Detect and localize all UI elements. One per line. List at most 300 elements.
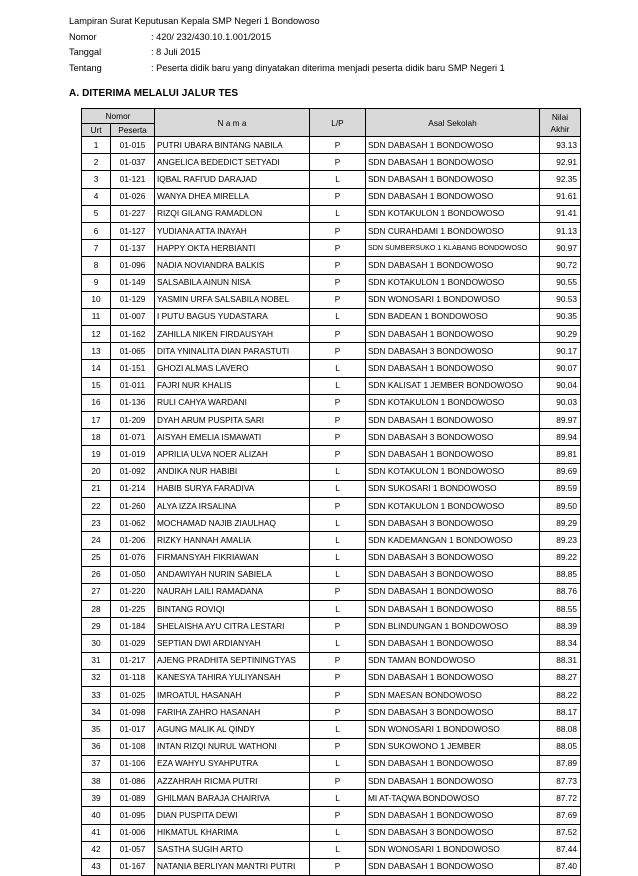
table-row <box>82 291 581 308</box>
cell-nilai: 88.22 <box>540 687 581 704</box>
cell-urt: 8 <box>82 257 111 274</box>
cell-nama: BINTANG ROVIQI <box>155 601 310 618</box>
cell-asal-sekolah: SDN KADEMANGAN 1 BONDOWOSO <box>366 532 540 549</box>
cell-asal-sekolah: SDN DABASAH 1 BONDOWOSO <box>366 137 540 154</box>
cell-peserta: 01-149 <box>111 274 155 291</box>
cell-nama: FIRMANSYAH FIKRIAWAN <box>155 549 310 566</box>
cell-nama: SALSABILA AINUN NISA <box>155 274 310 291</box>
cell-nama: HIKMATUL KHARIMA <box>155 824 310 841</box>
cell-nama: IQBAL RAFI'UD DARAJAD <box>155 171 310 188</box>
cell-peserta: 01-037 <box>111 154 155 171</box>
cell-urt: 29 <box>82 618 111 635</box>
header-row-tanggal <box>69 45 505 61</box>
cell-urt: 19 <box>82 446 111 463</box>
cell-urt: 21 <box>82 480 111 497</box>
cell-urt: 2 <box>82 154 111 171</box>
cell-nama: APRILIA ULVA NOER ALIZAH <box>155 446 310 463</box>
cell-asal-sekolah: SDN SUKOSARI 1 BONDOWOSO <box>366 480 540 497</box>
cell-lp: L <box>310 841 366 858</box>
cell-asal-sekolah: SDN DABASAH 1 BONDOWOSO <box>366 188 540 205</box>
cell-nama: GHOZI ALMAS LAVERO <box>155 360 310 377</box>
table-row <box>82 463 581 480</box>
cell-peserta: 01-096 <box>111 257 155 274</box>
table-row <box>82 721 581 738</box>
table-row <box>82 772 581 789</box>
cell-lp: P <box>310 429 366 446</box>
cell-lp: L <box>310 532 366 549</box>
table-body <box>82 137 581 876</box>
cell-nilai: 89.59 <box>540 480 581 497</box>
cell-nama: AGUNG MALIK AL QINDY <box>155 721 310 738</box>
cell-lp: P <box>310 188 366 205</box>
cell-asal-sekolah: SDN WONOSARI 1 BONDOWOSO <box>366 841 540 858</box>
table-row <box>82 188 581 205</box>
table-row <box>82 171 581 188</box>
document-header <box>69 14 505 76</box>
cell-urt: 31 <box>82 652 111 669</box>
table-row <box>82 222 581 239</box>
cell-nilai: 88.76 <box>540 583 581 600</box>
table-row <box>82 497 581 514</box>
cell-urt: 20 <box>82 463 111 480</box>
cell-peserta: 01-006 <box>111 824 155 841</box>
cell-nilai: 90.35 <box>540 308 581 325</box>
cell-lp: L <box>310 566 366 583</box>
table-row <box>82 755 581 772</box>
cell-asal-sekolah: SDN DABASAH 3 BONDOWOSO <box>366 704 540 721</box>
cell-urt: 6 <box>82 222 111 239</box>
cell-peserta: 01-206 <box>111 532 155 549</box>
cell-nilai: 87.44 <box>540 841 581 858</box>
cell-nama: YASMIN URFA SALSABILA NOBEL <box>155 291 310 308</box>
cell-lp: L <box>310 171 366 188</box>
cell-urt: 38 <box>82 772 111 789</box>
table-row <box>82 583 581 600</box>
cell-nilai: 88.31 <box>540 652 581 669</box>
cell-urt: 16 <box>82 394 111 411</box>
cell-nama: IMROATUL HASANAH <box>155 687 310 704</box>
cell-asal-sekolah: SDN KOTAKULON 1 BONDOWOSO <box>366 274 540 291</box>
cell-peserta: 01-092 <box>111 463 155 480</box>
cell-asal-sekolah: SDN DABASAH 1 BONDOWOSO <box>366 171 540 188</box>
cell-urt: 15 <box>82 377 111 394</box>
admission-table <box>81 108 581 876</box>
cell-urt: 13 <box>82 343 111 360</box>
header-lp: L/P <box>310 109 366 137</box>
cell-peserta: 01-214 <box>111 480 155 497</box>
table-row <box>82 377 581 394</box>
cell-peserta: 01-065 <box>111 343 155 360</box>
cell-nilai: 89.94 <box>540 429 581 446</box>
cell-lp: P <box>310 497 366 514</box>
table-row <box>82 360 581 377</box>
cell-peserta: 01-095 <box>111 807 155 824</box>
cell-peserta: 01-029 <box>111 635 155 652</box>
cell-peserta: 01-057 <box>111 841 155 858</box>
cell-nilai: 87.52 <box>540 824 581 841</box>
table-row <box>82 618 581 635</box>
cell-nama: EZA WAHYU SYAHPUTRA <box>155 755 310 772</box>
cell-urt: 43 <box>82 858 111 875</box>
cell-lp: L <box>310 360 366 377</box>
cell-urt: 3 <box>82 171 111 188</box>
cell-lp: P <box>310 738 366 755</box>
cell-nama: NADIA NOVIANDRA BALKIS <box>155 257 310 274</box>
cell-peserta: 01-227 <box>111 205 155 222</box>
cell-nama: GHILMAN BARAJA CHAIRIVA <box>155 790 310 807</box>
cell-peserta: 01-086 <box>111 772 155 789</box>
table-row <box>82 790 581 807</box>
cell-asal-sekolah: SDN DABASAH 1 BONDOWOSO <box>366 755 540 772</box>
cell-nilai: 87.89 <box>540 755 581 772</box>
cell-lp: P <box>310 394 366 411</box>
cell-asal-sekolah: SDN DABASAH 1 BONDOWOSO <box>366 601 540 618</box>
cell-asal-sekolah: SDN DABASAH 1 BONDOWOSO <box>366 807 540 824</box>
cell-nilai: 88.05 <box>540 738 581 755</box>
cell-asal-sekolah: SDN DABASAH 1 BONDOWOSO <box>366 257 540 274</box>
table-row <box>82 807 581 824</box>
cell-asal-sekolah: SDN MAESAN BONDOWOSO <box>366 687 540 704</box>
cell-nilai: 88.08 <box>540 721 581 738</box>
cell-asal-sekolah: SDN BADEAN 1 BONDOWOSO <box>366 308 540 325</box>
cell-peserta: 01-162 <box>111 326 155 343</box>
cell-urt: 30 <box>82 635 111 652</box>
cell-lp: P <box>310 446 366 463</box>
cell-peserta: 01-137 <box>111 240 155 257</box>
cell-peserta: 01-098 <box>111 704 155 721</box>
cell-asal-sekolah: SDN KALISAT 1 JEMBER BONDOWOSO <box>366 377 540 394</box>
cell-urt: 14 <box>82 360 111 377</box>
cell-urt: 22 <box>82 497 111 514</box>
header-nilai-line2: Akhir <box>550 123 570 134</box>
header-peserta: Peserta <box>111 124 155 137</box>
cell-asal-sekolah: SDN BLINDUNGAN 1 BONDOWOSO <box>366 618 540 635</box>
table-row <box>82 635 581 652</box>
cell-nilai: 91.61 <box>540 188 581 205</box>
header-value: : Peserta didik baru yang dinyatakan diterima menjadi peserta didik baru SMP Negeri 1 <box>151 62 505 73</box>
cell-peserta: 01-026 <box>111 188 155 205</box>
cell-asal-sekolah: SDN SUKOWONO 1 JEMBER <box>366 738 540 755</box>
cell-asal-sekolah: SDN WONOSARI 1 BONDOWOSO <box>366 291 540 308</box>
table-row <box>82 858 581 875</box>
cell-nama: SHELAISHA AYU CITRA LESTARI <box>155 618 310 635</box>
cell-lp: L <box>310 377 366 394</box>
cell-peserta: 01-127 <box>111 222 155 239</box>
cell-asal-sekolah: SDN DABASAH 1 BONDOWOSO <box>366 412 540 429</box>
cell-peserta: 01-106 <box>111 755 155 772</box>
cell-asal-sekolah: SDN TAMAN BONDOWOSO <box>366 652 540 669</box>
cell-nilai: 88.39 <box>540 618 581 635</box>
header-nilai-akhir <box>540 109 581 137</box>
cell-urt: 7 <box>82 240 111 257</box>
cell-asal-sekolah: SDN DABASAH 3 BONDOWOSO <box>366 515 540 532</box>
cell-lp: L <box>310 601 366 618</box>
cell-asal-sekolah: SDN DABASAH 3 BONDOWOSO <box>366 343 540 360</box>
cell-nama: ANDAWIYAH NURIN SABIELA <box>155 566 310 583</box>
header-value: : 8 Juli 2015 <box>151 47 201 57</box>
cell-urt: 32 <box>82 669 111 686</box>
cell-nilai: 89.22 <box>540 549 581 566</box>
cell-nilai: 88.34 <box>540 635 581 652</box>
header-row-nomor <box>69 30 505 46</box>
cell-nama: PUTRI UBARA BINTANG NABILA <box>155 137 310 154</box>
cell-nama: RIZQI GILANG RAMADLON <box>155 205 310 222</box>
table-row <box>82 601 581 618</box>
table-row <box>82 446 581 463</box>
cell-nilai: 87.40 <box>540 858 581 875</box>
cell-asal-sekolah: SDN WONOSARI 1 BONDOWOSO <box>366 721 540 738</box>
cell-nama: NATANIA BERLIYAN MANTRI PUTRI <box>155 858 310 875</box>
table-row <box>82 274 581 291</box>
table-row <box>82 326 581 343</box>
cell-asal-sekolah: SDN DABASAH 1 BONDOWOSO <box>366 154 540 171</box>
cell-nilai: 89.23 <box>540 532 581 549</box>
cell-nilai: 90.53 <box>540 291 581 308</box>
cell-peserta: 01-136 <box>111 394 155 411</box>
cell-nama: INTAN RIZQI NURUL WATHONI <box>155 738 310 755</box>
cell-nilai: 90.55 <box>540 274 581 291</box>
cell-lp: L <box>310 205 366 222</box>
cell-urt: 17 <box>82 412 111 429</box>
cell-peserta: 01-025 <box>111 687 155 704</box>
cell-nama: AZZAHRAH RICMA PUTRI <box>155 772 310 789</box>
cell-nama: SASTHA SUGIH ARTO <box>155 841 310 858</box>
cell-peserta: 01-071 <box>111 429 155 446</box>
cell-nilai: 90.04 <box>540 377 581 394</box>
header-nama: N a m a <box>155 109 310 137</box>
cell-peserta: 01-050 <box>111 566 155 583</box>
cell-asal-sekolah: SDN DABASAH 3 BONDOWOSO <box>366 824 540 841</box>
cell-nilai: 89.81 <box>540 446 581 463</box>
cell-urt: 1 <box>82 137 111 154</box>
cell-peserta: 01-007 <box>111 308 155 325</box>
table-row <box>82 738 581 755</box>
cell-lp: L <box>310 463 366 480</box>
header-row-tentang <box>69 61 505 77</box>
cell-nama: MOCHAMAD NAJIB ZIAULHAQ <box>155 515 310 532</box>
cell-nilai: 91.13 <box>540 222 581 239</box>
cell-lp: P <box>310 669 366 686</box>
cell-lp: P <box>310 291 366 308</box>
cell-lp: L <box>310 824 366 841</box>
cell-lp: L <box>310 721 366 738</box>
cell-urt: 24 <box>82 532 111 549</box>
cell-nilai: 88.55 <box>540 601 581 618</box>
table-row <box>82 532 581 549</box>
cell-nama: DYAH ARUM PUSPITA SARI <box>155 412 310 429</box>
cell-asal-sekolah: SDN DABASAH 1 BONDOWOSO <box>366 583 540 600</box>
cell-urt: 27 <box>82 583 111 600</box>
cell-asal-sekolah: SDN DABASAH 3 BONDOWOSO <box>366 566 540 583</box>
table-row <box>82 308 581 325</box>
cell-nama: AJENG PRADHITA SEPTININGTYAS <box>155 652 310 669</box>
cell-nama: RIZKY HANNAH AMALIA <box>155 532 310 549</box>
cell-nilai: 90.97 <box>540 240 581 257</box>
cell-lp: L <box>310 635 366 652</box>
cell-lp: L <box>310 480 366 497</box>
cell-nilai: 90.17 <box>540 343 581 360</box>
cell-urt: 4 <box>82 188 111 205</box>
cell-nama: HABIB SURYA FARADIVA <box>155 480 310 497</box>
table-row <box>82 824 581 841</box>
cell-lp: P <box>310 154 366 171</box>
cell-nama: SEPTIAN DWI ARDIANYAH <box>155 635 310 652</box>
cell-urt: 35 <box>82 721 111 738</box>
table-row <box>82 412 581 429</box>
cell-urt: 34 <box>82 704 111 721</box>
header-urt: Urt <box>82 124 111 137</box>
cell-lp: P <box>310 326 366 343</box>
cell-urt: 12 <box>82 326 111 343</box>
cell-peserta: 01-017 <box>111 721 155 738</box>
cell-asal-sekolah: MI AT-TAQWA BONDOWOSO <box>366 790 540 807</box>
cell-asal-sekolah: SDN KOTAKULON 1 BONDOWOSO <box>366 463 540 480</box>
cell-urt: 11 <box>82 308 111 325</box>
cell-asal-sekolah: SDN DABASAH 3 BONDOWOSO <box>366 549 540 566</box>
cell-urt: 40 <box>82 807 111 824</box>
cell-asal-sekolah: SDN DABASAH 1 BONDOWOSO <box>366 669 540 686</box>
cell-peserta: 01-118 <box>111 669 155 686</box>
cell-nama: ZAHILLA NIKEN FIRDAUSYAH <box>155 326 310 343</box>
table-row <box>82 704 581 721</box>
cell-urt: 28 <box>82 601 111 618</box>
table-row <box>82 687 581 704</box>
cell-urt: 23 <box>82 515 111 532</box>
cell-nilai: 87.72 <box>540 790 581 807</box>
cell-peserta: 01-121 <box>111 171 155 188</box>
cell-lp: P <box>310 858 366 875</box>
cell-asal-sekolah: SDN DABASAH 1 BONDOWOSO <box>366 326 540 343</box>
cell-nilai: 89.50 <box>540 497 581 514</box>
cell-peserta: 01-220 <box>111 583 155 600</box>
cell-nilai: 88.17 <box>540 704 581 721</box>
cell-peserta: 01-129 <box>111 291 155 308</box>
cell-urt: 33 <box>82 687 111 704</box>
cell-lp: P <box>310 137 366 154</box>
table-row <box>82 841 581 858</box>
table-row <box>82 669 581 686</box>
cell-urt: 37 <box>82 755 111 772</box>
cell-nama: RULI CAHYA WARDANI <box>155 394 310 411</box>
cell-asal-sekolah: SDN DABASAH 1 BONDOWOSO <box>366 360 540 377</box>
cell-lp: P <box>310 343 366 360</box>
cell-nilai: 91.41 <box>540 205 581 222</box>
cell-nilai: 89.97 <box>540 412 581 429</box>
cell-peserta: 01-209 <box>111 412 155 429</box>
cell-nama: WANYA DHEA MIRELLA <box>155 188 310 205</box>
cell-peserta: 01-019 <box>111 446 155 463</box>
cell-nilai: 92.35 <box>540 171 581 188</box>
cell-lp: P <box>310 807 366 824</box>
cell-nilai: 90.07 <box>540 360 581 377</box>
header-label: Nomor <box>69 31 97 42</box>
cell-nama: ANDIKA NUR HABIBI <box>155 463 310 480</box>
header-title: Lampiran Surat Keputusan Kepala SMP Negeri 1 Bondowoso <box>69 16 320 26</box>
cell-nama: FARIHA ZAHRO HASANAH <box>155 704 310 721</box>
cell-nilai: 88.85 <box>540 566 581 583</box>
cell-nama: KANESYA TAHIRA YULIYANSAH <box>155 669 310 686</box>
cell-lp: P <box>310 583 366 600</box>
cell-urt: 39 <box>82 790 111 807</box>
cell-peserta: 01-184 <box>111 618 155 635</box>
cell-nama: HAPPY OKTA HERBIANTI <box>155 240 310 257</box>
cell-urt: 5 <box>82 205 111 222</box>
cell-urt: 9 <box>82 274 111 291</box>
table-row <box>82 205 581 222</box>
table-row <box>82 257 581 274</box>
cell-nilai: 89.29 <box>540 515 581 532</box>
cell-peserta: 01-217 <box>111 652 155 669</box>
cell-asal-sekolah: SDN DABASAH 1 BONDOWOSO <box>366 772 540 789</box>
header-asal-sekolah: Asal Sekolah <box>366 109 540 137</box>
cell-urt: 36 <box>82 738 111 755</box>
cell-lp: L <box>310 308 366 325</box>
table-row <box>82 652 581 669</box>
header-nomor: Nomor <box>82 109 155 124</box>
cell-asal-sekolah: SDN DABASAH 1 BONDOWOSO <box>366 858 540 875</box>
cell-lp: L <box>310 515 366 532</box>
header-value: : 420/ 232/430.10.1.001/2015 <box>151 31 272 42</box>
table-row <box>82 515 581 532</box>
cell-lp: L <box>310 549 366 566</box>
cell-nilai: 90.29 <box>540 326 581 343</box>
cell-nama: DITA YNINALITA DIAN PARASTUTI <box>155 343 310 360</box>
cell-lp: P <box>310 704 366 721</box>
section-title: A. DITERIMA MELALUI JALUR TES <box>69 88 239 99</box>
cell-nilai: 89.69 <box>540 463 581 480</box>
cell-nama: AISYAH EMELIA ISMAWATI <box>155 429 310 446</box>
cell-peserta: 01-108 <box>111 738 155 755</box>
cell-asal-sekolah: SDN DABASAH 1 BONDOWOSO <box>366 446 540 463</box>
cell-nama: YUDIANA ATTA INAYAH <box>155 222 310 239</box>
cell-nilai: 87.73 <box>540 772 581 789</box>
header-label: Tanggal <box>69 47 102 57</box>
cell-nama: NAURAH LAILI RAMADANA <box>155 583 310 600</box>
table-row <box>82 240 581 257</box>
cell-urt: 10 <box>82 291 111 308</box>
cell-nama: ANGELICA BEDEDICT SETYADI <box>155 154 310 171</box>
table-row <box>82 343 581 360</box>
cell-asal-sekolah: SDN KOTAKULON 1 BONDOWOSO <box>366 394 540 411</box>
cell-peserta: 01-062 <box>111 515 155 532</box>
cell-lp: L <box>310 755 366 772</box>
table-row <box>82 549 581 566</box>
cell-nilai: 88.27 <box>540 669 581 686</box>
cell-nilai: 87.69 <box>540 807 581 824</box>
cell-peserta: 01-260 <box>111 497 155 514</box>
table-row <box>82 480 581 497</box>
header-label: Tentang <box>69 62 102 73</box>
cell-lp: P <box>310 257 366 274</box>
cell-urt: 26 <box>82 566 111 583</box>
cell-lp: P <box>310 412 366 429</box>
cell-peserta: 01-076 <box>111 549 155 566</box>
cell-nilai: 93.13 <box>540 137 581 154</box>
cell-urt: 41 <box>82 824 111 841</box>
cell-asal-sekolah: SDN DABASAH 3 BONDOWOSO <box>366 429 540 446</box>
cell-urt: 42 <box>82 841 111 858</box>
cell-lp: P <box>310 772 366 789</box>
cell-lp: L <box>310 790 366 807</box>
table-row <box>82 394 581 411</box>
table-row <box>82 429 581 446</box>
cell-lp: P <box>310 274 366 291</box>
cell-lp: P <box>310 240 366 257</box>
cell-nilai: 92.91 <box>540 154 581 171</box>
cell-urt: 18 <box>82 429 111 446</box>
cell-nilai: 90.72 <box>540 257 581 274</box>
cell-peserta: 01-225 <box>111 601 155 618</box>
